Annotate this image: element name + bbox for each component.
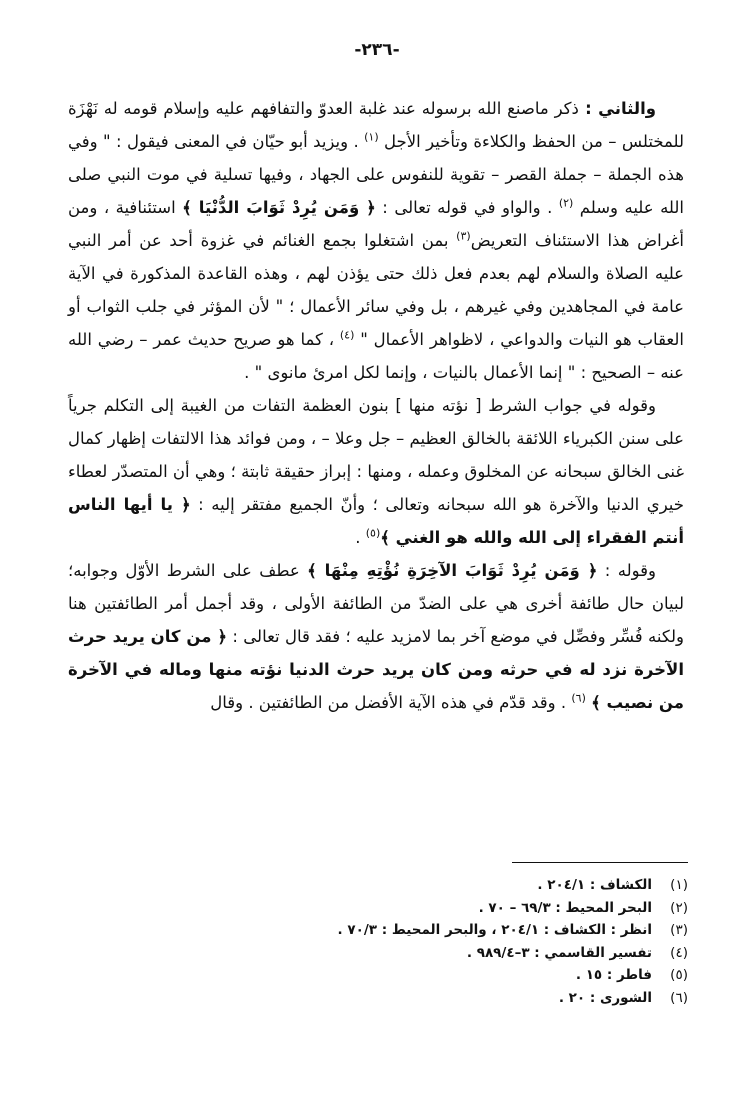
footnote-item bbox=[128, 897, 688, 920]
footnote-text: البحر المحيط : ٦٩/٣ – ٧٠ . bbox=[478, 899, 652, 916]
text-run: . وقد قدّم في هذه الآية الأفضل من الطائفتين . وقال bbox=[210, 693, 572, 712]
main-text bbox=[68, 92, 684, 719]
footnote-reference: (٣) bbox=[456, 229, 471, 243]
text-run: وقوله : bbox=[597, 561, 656, 580]
footnote-text: تفسير القاسمي : ٣–٩٨٩/٤ . bbox=[466, 944, 652, 961]
lead-word: والثاني : bbox=[578, 99, 656, 118]
text-run: ، كما هو صريح حديث عمر – رضي الله عنه – الصحيح : " إنما الأعمال بالنيات ، وإنما لكل امرئ مانوى " . bbox=[68, 330, 684, 382]
text-run: استئنافية ، ومن أغراض هذا الاستئناف التعريض bbox=[68, 198, 684, 250]
footnote-item bbox=[128, 919, 688, 942]
quran-verse: ﴿ يا أيها الناس أنتم الفقراء إلى الله والله هو الغني ﴾ bbox=[68, 495, 684, 547]
footnote-item bbox=[128, 942, 688, 965]
text-run: . bbox=[355, 528, 366, 547]
footnote-reference: (٦) bbox=[571, 691, 586, 705]
footnote-number: (٢) bbox=[670, 899, 688, 916]
text-run: وقوله في جواب الشرط [ نؤته منها ] بنون العظمة التفات من الغيبة إلى التكلم جرياً على سنن الكبرياء اللائقة بالخالق العظيم – جل وعلا – ، ومن فوائد هذا الالتفات إظهار كمال غنى الخالق سبحانه عن المخلوق وعمله ، ومنها : إبراز حقيقة ثابتة ؛ وهي أن المتصدّر لعطاء خيري الدنيا والآخرة هو الله سبحانه وتعالى ؛ وأنّ الجميع مفتقر إليه : bbox=[68, 396, 684, 514]
footnote-item bbox=[128, 874, 688, 897]
footnotes bbox=[128, 874, 688, 1009]
quran-verse: ﴿ وَمَن يُرِدْ ثَوَابَ الدُّنْيَا ﴾ bbox=[182, 198, 376, 217]
quran-verse: ﴿ وَمَن يُرِدْ ثَوَابَ الآخِرَةِ نُؤْتِهِ مِنْهَا ﴾ bbox=[307, 561, 598, 580]
footnote-number: (٥) bbox=[670, 967, 688, 983]
footnote-reference: (٢) bbox=[558, 196, 574, 210]
footnote-reference: (١) bbox=[364, 130, 379, 144]
page-number: -٢٣٦- bbox=[354, 40, 400, 60]
footnote-reference: (٥) bbox=[365, 526, 381, 540]
paragraph bbox=[68, 389, 684, 554]
footnote-number: (١) bbox=[670, 877, 688, 893]
footnote-reference: (٤) bbox=[339, 328, 355, 342]
quran-verse: ﴿ من كان يريد حرث الآخرة نزد له في حرثه ومن كان يريد حرث الدنيا نؤته منها وماله في الآخرة من نصيب ﴾ bbox=[68, 627, 684, 712]
footnote-item bbox=[128, 987, 688, 1010]
footnote-item bbox=[128, 964, 688, 987]
text-run: عطف على الشرط الأوّل وجوابه؛ لبيان حال طائفة أخرى هي على الضدّ من الطائفة الأولى ، وقد أجمل أمر الطائفتين هنا ولكنه فُسِّر وفصِّل في موضع آخر بما لامزيد عليه ؛ فقد قال تعالى : bbox=[68, 561, 684, 646]
footnote-text: الكشاف : ٢٠٤/١ . bbox=[537, 877, 652, 893]
footnote-text: فاطر : ١٥ . bbox=[575, 967, 652, 983]
footnote-number: (٤) bbox=[670, 944, 688, 961]
paragraph bbox=[68, 92, 684, 389]
text-run: ذكر ماصنع الله برسوله عند غلبة العدوّ والتفافهم عليه وإسلام قومه له نَهْزَة للمختلس – من الحفظ والكلاءة وتأخير الأجل bbox=[68, 99, 684, 151]
text-run: . والواو في قوله تعالى : bbox=[375, 198, 559, 217]
footnote-text: انظر : الكشاف : ٢٠٤/١ ، والبحر المحيط : ٧٠/٣ . bbox=[337, 922, 652, 938]
footnote-number: (٦) bbox=[670, 989, 688, 1006]
text-run: بمن اشتغلوا بجمع الغنائم في غزوة أحد عن أمر النبي عليه الصلاة والسلام لهم بعدم فعل ذلك حتى يؤذن لهم ، وهذه القاعدة المذكورة في الآية عامة في المجاهدين وفي غيرهم ، بل وفي سائر الأعمال ؛ " لأن المؤثر في جلب الثواب أو العقاب هو النيات والدواعي ، لاظواهر الأعمال " bbox=[68, 231, 685, 349]
text-run: . ويزيد أبو حيّان في المعنى فيقول : " وفي هذه الجملة – جملة القصر – تقوية للنفوس على الجهاد ، وفيها تسلية في موت النبي صلى الله عليه وسلم bbox=[68, 132, 684, 217]
paragraph bbox=[68, 554, 684, 719]
footnote-divider bbox=[512, 862, 688, 863]
footnote-number: (٣) bbox=[670, 922, 688, 938]
footnote-text: الشورى : ٢٠ . bbox=[558, 989, 652, 1006]
